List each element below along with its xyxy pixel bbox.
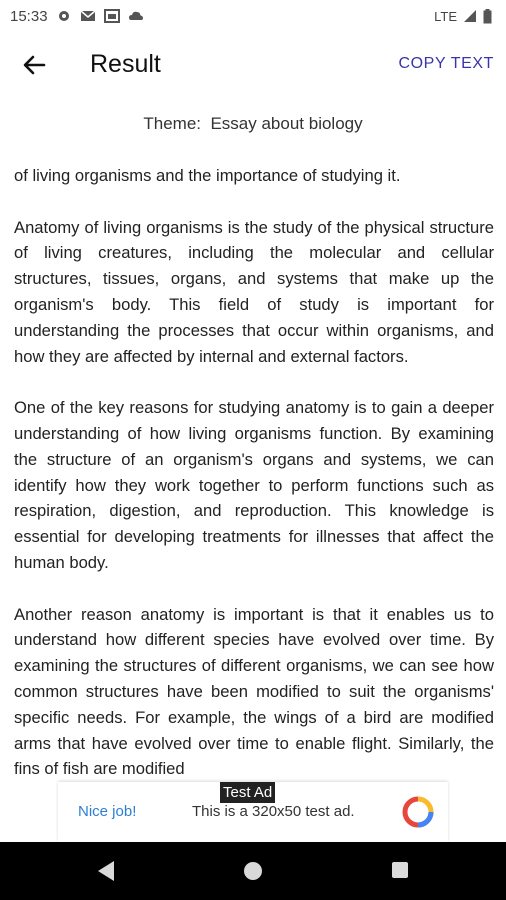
status-time: 15:33 xyxy=(10,7,48,25)
back-arrow-icon[interactable] xyxy=(18,48,52,82)
nav-recents-icon[interactable] xyxy=(392,862,408,878)
network-label: LTE xyxy=(434,8,457,24)
essay-paragraph: of living organisms and the importance of studying it. xyxy=(14,166,401,185)
essay-paragraph: Anatomy of living organisms is the study of the physical structure of living creatures, including the molecular and cellular structures, tissues, organs, and systems that make up the organism's body. This field of study is important for understanding the processes that occur within organisms, and how they are affected by internal and external factors. xyxy=(14,217,494,366)
status-right xyxy=(434,9,492,24)
signal-icon xyxy=(463,9,477,23)
theme-label: Theme: Essay about biology xyxy=(143,114,363,133)
battery-icon xyxy=(483,9,492,24)
ad-text: This is a 320x50 test ad. xyxy=(192,803,355,820)
ad-nice-label[interactable]: Nice job! xyxy=(78,803,137,820)
ad-banner[interactable] xyxy=(58,782,448,842)
essay-text xyxy=(14,163,494,808)
ad-logo-icon xyxy=(402,796,434,828)
essay-paragraph: One of the key reasons for studying anatomy is to gain a deeper understanding of how living organisms function. By examining the structure of an organism's organs and systems, we can identify how they work together to perform functions such as respiration, digestion, and reproduction. This knowledge is essential for developing treatments for illnesses that affect the human body. xyxy=(14,398,494,572)
app-bar xyxy=(0,32,506,96)
ad-tag: Test Ad xyxy=(220,782,275,803)
page-title: Result xyxy=(90,50,161,78)
status-bar xyxy=(0,0,506,32)
nav-home-icon[interactable] xyxy=(244,862,262,880)
settings-icon xyxy=(56,8,72,24)
cloud-icon xyxy=(128,8,144,24)
status-left xyxy=(10,8,144,25)
essay-paragraph: Another reason anatomy is important is that it enables us to understand how different species have evolved over time. By examining the structures of different organisms, we can see how common structures have been modified to suit the organisms' specific needs. For example, the wings of a bird are modified arms that have evolved over time to enable flight. Similarly, the fins of fish are modified xyxy=(14,604,494,779)
calendar-icon xyxy=(104,8,120,24)
nav-back-icon[interactable] xyxy=(96,860,116,882)
copy-text-button[interactable]: COPY TEXT xyxy=(398,55,494,72)
gmail-icon xyxy=(80,8,96,24)
system-nav-bar xyxy=(0,842,506,900)
